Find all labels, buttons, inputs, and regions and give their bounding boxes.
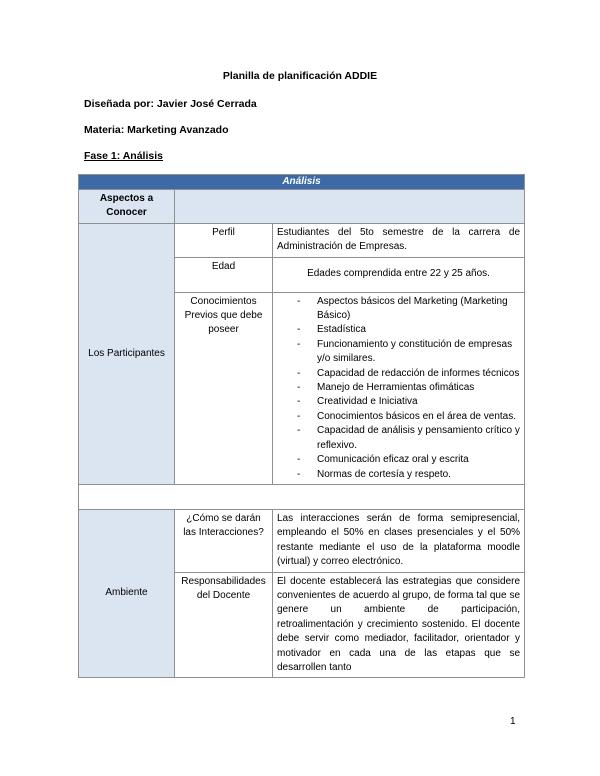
- list-item: - Capacidad de redacción de informes técnicos: [297, 367, 520, 381]
- list-item: - Capacidad de análisis y pensamiento crítico y reflexivo.: [297, 424, 520, 453]
- table-header: Análisis: [79, 175, 525, 190]
- list-item: - Comunicación eficaz oral y escrita: [297, 453, 520, 467]
- interacciones-value: Las interacciones serán de forma semipresencial, empleando el 50% en clases presenciales y el 50% restante mediante el uso de la plataforma moodle (virtual) y correo electrónico.: [273, 509, 525, 572]
- responsabilidades-value: El docente establecerá las estrategias que considere convenientes de acuerdo al grupo, de forma tal que se genere un ambiente de participación, retroalimentación y crecimiento sostenido. El docente debe servir como mediador, facilitador, orientador y motivador en cada una de las etapas que se desarrollen tanto: [273, 572, 525, 678]
- perfil-label: Perfil: [175, 223, 273, 257]
- conocimientos-list: [277, 295, 520, 482]
- edad-label: Edad: [175, 257, 273, 292]
- aspects-row: [79, 190, 525, 224]
- perfil-value: Estudiantes del 5to semestre de la carrera de Administración de Empresas.: [273, 223, 525, 257]
- ambiente-label: Ambiente: [79, 509, 175, 677]
- list-item: - Normas de cortesía y respeto.: [297, 468, 520, 482]
- edad-value: Edades comprendida entre 22 y 25 años.: [273, 257, 525, 292]
- document-title: Planilla de planificación ADDIE: [222, 70, 378, 82]
- analysis-table: [78, 174, 525, 678]
- subject-line: Materia: Marketing Avanzado: [84, 124, 229, 136]
- list-item: - Estadística: [297, 323, 520, 337]
- conocimientos-cell: [273, 292, 525, 484]
- interacciones-row: [79, 509, 525, 572]
- list-item: - Aspectos básicos del Marketing (Marketing Básico): [297, 295, 520, 324]
- designer-line: Diseñada por: Javier José Cerrada: [84, 98, 257, 110]
- responsabilidades-label: Responsabilidades del Docente: [175, 572, 273, 678]
- list-item: - Manejo de Herramientas ofimáticas: [297, 381, 520, 395]
- page-number: 1: [510, 716, 516, 727]
- phase-heading: Fase 1: Análisis: [84, 150, 163, 162]
- list-item: - Creatividad e Iniciativa: [297, 395, 520, 409]
- interacciones-label: ¿Cómo se darán las Interacciones?: [175, 509, 273, 572]
- list-item: - Conocimientos básicos en el área de ventas.: [297, 410, 520, 424]
- perfil-row: [79, 223, 525, 257]
- spacer-row: [79, 484, 525, 509]
- aspects-empty-cell: [175, 190, 525, 224]
- participants-label: Los Participantes: [79, 223, 175, 484]
- list-item: - Funcionamiento y constitución de empresas y/o similares.: [297, 338, 520, 367]
- aspects-label: Aspectos a Conocer: [79, 190, 175, 224]
- spacer-cell: [79, 484, 525, 509]
- table-header-row: [79, 175, 525, 190]
- conocimientos-label: Conocimientos Previos que debe poseer: [175, 292, 273, 484]
